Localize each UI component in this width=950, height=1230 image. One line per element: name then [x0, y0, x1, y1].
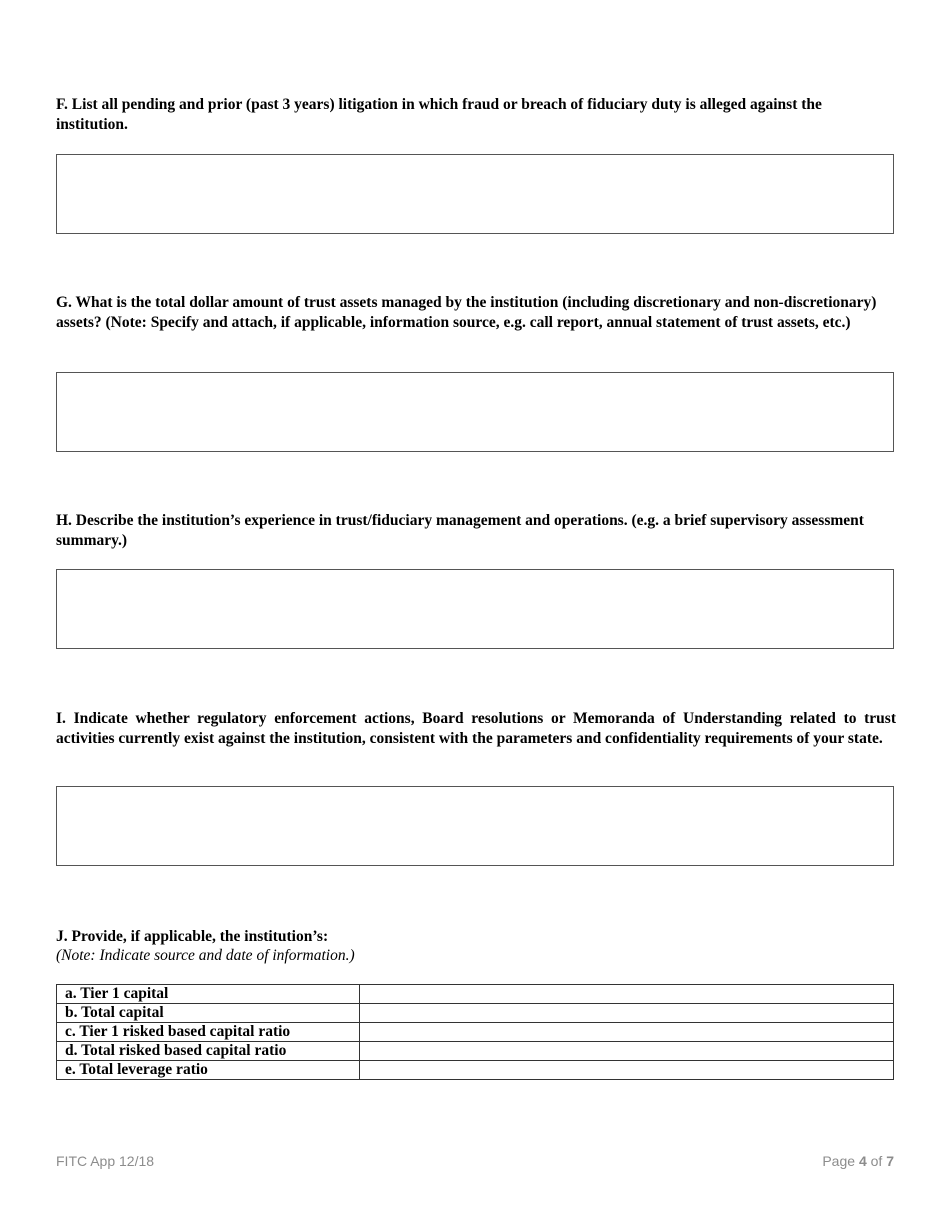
page-prefix: Page	[822, 1153, 856, 1169]
page-total: 7	[886, 1153, 894, 1169]
row-value-field[interactable]	[360, 1042, 894, 1061]
question-i: I. Indicate whether regulatory enforcement actions, Board resolutions or Memoranda of Understanding related to trust activities currently exist against the institution, consistent with the parameters and confidentiality requirements of your state.	[56, 710, 896, 747]
page-current: 4	[858, 1153, 867, 1169]
row-value-field[interactable]	[360, 1004, 894, 1023]
question-g: G. What is the total dollar amount of trust assets managed by the institution (including discretionary and non-discretionary) assets? (Note: Specify and attach, if applicable, information source, e.g. call report, annual statement of trust assets, etc.)	[56, 294, 877, 331]
row-label: e. Total leverage ratio	[57, 1061, 360, 1080]
row-value-field[interactable]	[360, 985, 894, 1004]
row-value-field[interactable]	[360, 1023, 894, 1042]
answer-box-g[interactable]	[56, 372, 894, 452]
table-row	[57, 1042, 894, 1061]
footer-form-id: FITC App 12/18	[56, 1153, 155, 1169]
page-of: of	[870, 1153, 883, 1169]
question-f: F. List all pending and prior (past 3 years) litigation in which fraud or breach of fiduciary duty is alleged against the institution.	[56, 96, 822, 133]
capital-table	[56, 984, 894, 1080]
question-j: J. Provide, if applicable, the institution’s:	[56, 928, 329, 945]
row-label: c. Tier 1 risked based capital ratio	[57, 1023, 360, 1042]
row-label: d. Total risked based capital ratio	[57, 1042, 360, 1061]
table-row	[57, 1061, 894, 1080]
answer-box-h[interactable]	[56, 569, 894, 649]
row-label: a. Tier 1 capital	[57, 985, 360, 1004]
answer-box-i[interactable]	[56, 786, 894, 866]
table-row	[57, 1023, 894, 1042]
table-row	[57, 1004, 894, 1023]
footer-page-number	[822, 1153, 894, 1169]
question-h: H. Describe the institution’s experience in trust/fiduciary management and operations. (e.g. a brief supervisory assessment summary.)	[56, 512, 864, 549]
answer-box-f[interactable]	[56, 154, 894, 234]
table-row	[57, 985, 894, 1004]
row-value-field[interactable]	[360, 1061, 894, 1080]
question-j-note: (Note: Indicate source and date of information.)	[56, 947, 355, 964]
row-label: b. Total capital	[57, 1004, 360, 1023]
